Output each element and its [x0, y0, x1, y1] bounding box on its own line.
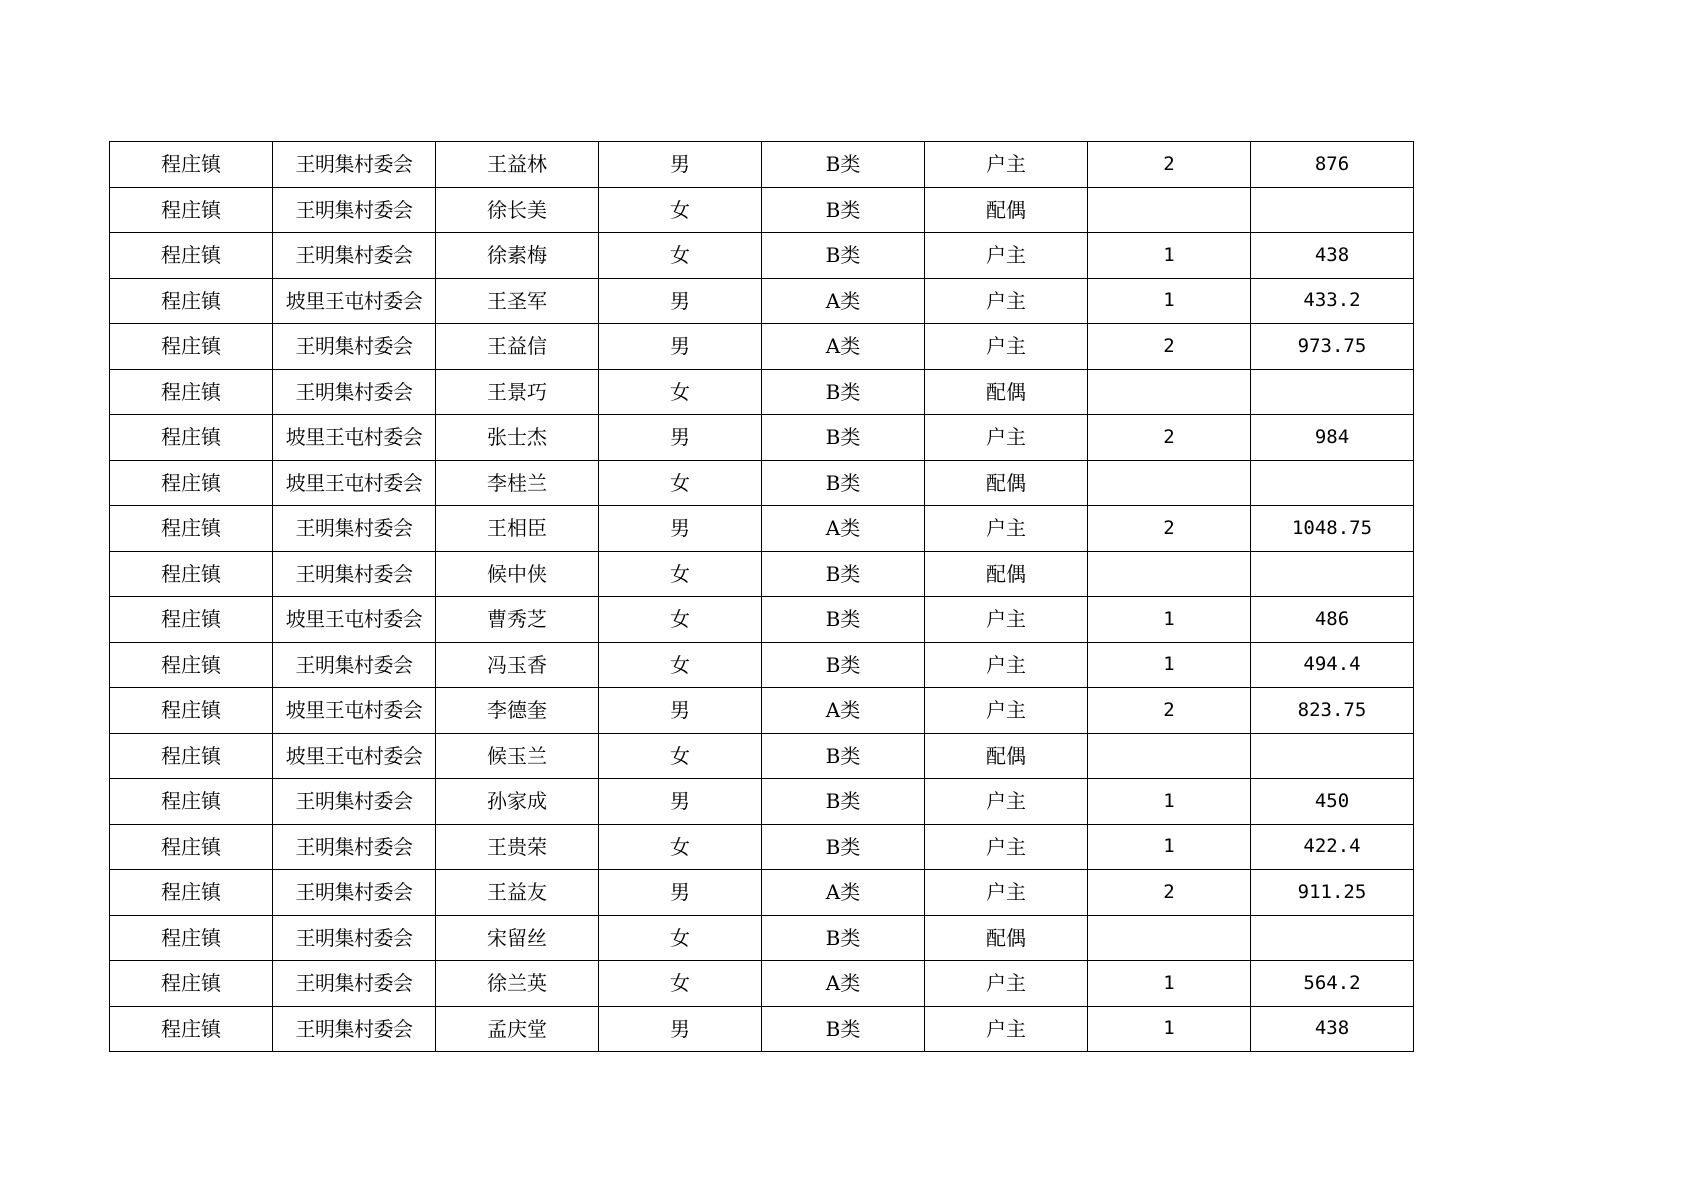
town-cell: 程庄镇: [110, 187, 273, 233]
relation-cell: 户主: [925, 506, 1088, 552]
amount-cell: [1251, 369, 1414, 415]
gender-cell: 男: [599, 779, 762, 825]
gender-cell: 女: [599, 915, 762, 961]
name-cell: 孟庆堂: [436, 1006, 599, 1052]
village-cell: 王明集村委会: [273, 915, 436, 961]
table-row: [110, 824, 1414, 870]
amount-cell: [1251, 915, 1414, 961]
village-cell: 王明集村委会: [273, 961, 436, 1007]
amount-cell: 438: [1251, 233, 1414, 279]
town-cell: 程庄镇: [110, 642, 273, 688]
gender-cell: 女: [599, 551, 762, 597]
count-cell: [1088, 369, 1251, 415]
table-row: [110, 187, 1414, 233]
category-cell: A类: [762, 278, 925, 324]
relation-cell: 户主: [925, 597, 1088, 643]
town-cell: 程庄镇: [110, 779, 273, 825]
name-cell: 孙家成: [436, 779, 599, 825]
name-cell: 王景巧: [436, 369, 599, 415]
gender-cell: 女: [599, 233, 762, 279]
amount-cell: 438: [1251, 1006, 1414, 1052]
town-cell: 程庄镇: [110, 142, 273, 188]
town-cell: 程庄镇: [110, 415, 273, 461]
table-row: [110, 642, 1414, 688]
town-cell: 程庄镇: [110, 278, 273, 324]
table-row: [110, 506, 1414, 552]
name-cell: 王相臣: [436, 506, 599, 552]
count-cell: 2: [1088, 506, 1251, 552]
relation-cell: 户主: [925, 415, 1088, 461]
table-row: [110, 324, 1414, 370]
town-cell: 程庄镇: [110, 597, 273, 643]
table-row: [110, 142, 1414, 188]
amount-cell: [1251, 187, 1414, 233]
name-cell: 李桂兰: [436, 460, 599, 506]
category-cell: B类: [762, 369, 925, 415]
village-cell: 王明集村委会: [273, 870, 436, 916]
category-cell: B类: [762, 233, 925, 279]
town-cell: 程庄镇: [110, 369, 273, 415]
village-cell: 王明集村委会: [273, 506, 436, 552]
town-cell: 程庄镇: [110, 324, 273, 370]
name-cell: 王圣军: [436, 278, 599, 324]
name-cell: 李德奎: [436, 688, 599, 734]
amount-cell: 564.2: [1251, 961, 1414, 1007]
category-cell: A类: [762, 688, 925, 734]
relation-cell: 户主: [925, 642, 1088, 688]
village-cell: 王明集村委会: [273, 779, 436, 825]
relation-cell: 配偶: [925, 460, 1088, 506]
count-cell: 2: [1088, 870, 1251, 916]
category-cell: A类: [762, 961, 925, 1007]
category-cell: B类: [762, 915, 925, 961]
table-row: [110, 233, 1414, 279]
name-cell: 王贵荣: [436, 824, 599, 870]
category-cell: B类: [762, 733, 925, 779]
gender-cell: 男: [599, 415, 762, 461]
village-cell: 王明集村委会: [273, 187, 436, 233]
name-cell: 候中侠: [436, 551, 599, 597]
gender-cell: 女: [599, 961, 762, 1007]
gender-cell: 男: [599, 1006, 762, 1052]
village-cell: 坡里王屯村委会: [273, 278, 436, 324]
amount-cell: [1251, 733, 1414, 779]
amount-cell: 876: [1251, 142, 1414, 188]
category-cell: B类: [762, 779, 925, 825]
amount-cell: 984: [1251, 415, 1414, 461]
count-cell: 1: [1088, 597, 1251, 643]
gender-cell: 男: [599, 324, 762, 370]
village-cell: 王明集村委会: [273, 642, 436, 688]
count-cell: 1: [1088, 1006, 1251, 1052]
amount-cell: 433.2: [1251, 278, 1414, 324]
count-cell: 1: [1088, 642, 1251, 688]
table-row: [110, 369, 1414, 415]
amount-cell: 1048.75: [1251, 506, 1414, 552]
name-cell: 候玉兰: [436, 733, 599, 779]
count-cell: 1: [1088, 824, 1251, 870]
category-cell: A类: [762, 324, 925, 370]
village-cell: 王明集村委会: [273, 233, 436, 279]
relation-cell: 户主: [925, 324, 1088, 370]
gender-cell: 男: [599, 506, 762, 552]
table-row: [110, 688, 1414, 734]
count-cell: 1: [1088, 278, 1251, 324]
amount-cell: 973.75: [1251, 324, 1414, 370]
relation-cell: 户主: [925, 142, 1088, 188]
table-row: [110, 551, 1414, 597]
town-cell: 程庄镇: [110, 688, 273, 734]
count-cell: [1088, 187, 1251, 233]
table-row: [110, 278, 1414, 324]
count-cell: 1: [1088, 779, 1251, 825]
amount-cell: [1251, 551, 1414, 597]
table-row: [110, 961, 1414, 1007]
table-row: [110, 1006, 1414, 1052]
village-cell: 王明集村委会: [273, 324, 436, 370]
gender-cell: 女: [599, 733, 762, 779]
amount-cell: 494.4: [1251, 642, 1414, 688]
gender-cell: 女: [599, 369, 762, 415]
relation-cell: 户主: [925, 233, 1088, 279]
village-cell: 王明集村委会: [273, 142, 436, 188]
count-cell: 2: [1088, 415, 1251, 461]
count-cell: [1088, 551, 1251, 597]
count-cell: 2: [1088, 688, 1251, 734]
amount-cell: 823.75: [1251, 688, 1414, 734]
table-row: [110, 733, 1414, 779]
name-cell: 徐素梅: [436, 233, 599, 279]
relation-cell: 配偶: [925, 369, 1088, 415]
village-cell: 坡里王屯村委会: [273, 597, 436, 643]
village-cell: 王明集村委会: [273, 1006, 436, 1052]
category-cell: B类: [762, 1006, 925, 1052]
town-cell: 程庄镇: [110, 961, 273, 1007]
village-cell: 坡里王屯村委会: [273, 460, 436, 506]
relation-cell: 户主: [925, 1006, 1088, 1052]
town-cell: 程庄镇: [110, 733, 273, 779]
gender-cell: 女: [599, 187, 762, 233]
category-cell: B类: [762, 187, 925, 233]
roster-table-body: [110, 142, 1414, 1052]
town-cell: 程庄镇: [110, 824, 273, 870]
village-cell: 坡里王屯村委会: [273, 415, 436, 461]
relation-cell: 配偶: [925, 733, 1088, 779]
relation-cell: 户主: [925, 688, 1088, 734]
table-row: [110, 779, 1414, 825]
category-cell: B类: [762, 551, 925, 597]
table-row: [110, 597, 1414, 643]
relation-cell: 户主: [925, 870, 1088, 916]
gender-cell: 女: [599, 642, 762, 688]
amount-cell: 422.4: [1251, 824, 1414, 870]
count-cell: 1: [1088, 233, 1251, 279]
category-cell: B类: [762, 597, 925, 643]
category-cell: B类: [762, 460, 925, 506]
town-cell: 程庄镇: [110, 1006, 273, 1052]
village-cell: 坡里王屯村委会: [273, 733, 436, 779]
relation-cell: 配偶: [925, 187, 1088, 233]
category-cell: B类: [762, 415, 925, 461]
village-cell: 王明集村委会: [273, 369, 436, 415]
roster-table: [109, 141, 1414, 1052]
count-cell: 2: [1088, 324, 1251, 370]
town-cell: 程庄镇: [110, 233, 273, 279]
count-cell: 1: [1088, 961, 1251, 1007]
amount-cell: [1251, 460, 1414, 506]
village-cell: 坡里王屯村委会: [273, 688, 436, 734]
gender-cell: 男: [599, 688, 762, 734]
name-cell: 宋留丝: [436, 915, 599, 961]
count-cell: [1088, 915, 1251, 961]
gender-cell: 女: [599, 597, 762, 643]
name-cell: 徐长美: [436, 187, 599, 233]
category-cell: B类: [762, 142, 925, 188]
name-cell: 冯玉香: [436, 642, 599, 688]
gender-cell: 男: [599, 870, 762, 916]
category-cell: A类: [762, 506, 925, 552]
town-cell: 程庄镇: [110, 506, 273, 552]
name-cell: 张士杰: [436, 415, 599, 461]
category-cell: A类: [762, 870, 925, 916]
gender-cell: 男: [599, 278, 762, 324]
relation-cell: 户主: [925, 779, 1088, 825]
town-cell: 程庄镇: [110, 915, 273, 961]
relation-cell: 配偶: [925, 915, 1088, 961]
category-cell: B类: [762, 824, 925, 870]
name-cell: 王益友: [436, 870, 599, 916]
name-cell: 王益林: [436, 142, 599, 188]
table-row: [110, 460, 1414, 506]
table-row: [110, 870, 1414, 916]
town-cell: 程庄镇: [110, 460, 273, 506]
amount-cell: 450: [1251, 779, 1414, 825]
village-cell: 王明集村委会: [273, 824, 436, 870]
town-cell: 程庄镇: [110, 870, 273, 916]
category-cell: B类: [762, 642, 925, 688]
table-row: [110, 915, 1414, 961]
town-cell: 程庄镇: [110, 551, 273, 597]
count-cell: [1088, 460, 1251, 506]
table-row: [110, 415, 1414, 461]
gender-cell: 男: [599, 142, 762, 188]
gender-cell: 女: [599, 460, 762, 506]
name-cell: 曹秀芝: [436, 597, 599, 643]
amount-cell: 486: [1251, 597, 1414, 643]
relation-cell: 户主: [925, 278, 1088, 324]
count-cell: [1088, 733, 1251, 779]
count-cell: 2: [1088, 142, 1251, 188]
relation-cell: 户主: [925, 961, 1088, 1007]
relation-cell: 户主: [925, 824, 1088, 870]
name-cell: 王益信: [436, 324, 599, 370]
amount-cell: 911.25: [1251, 870, 1414, 916]
gender-cell: 女: [599, 824, 762, 870]
relation-cell: 配偶: [925, 551, 1088, 597]
village-cell: 王明集村委会: [273, 551, 436, 597]
name-cell: 徐兰英: [436, 961, 599, 1007]
